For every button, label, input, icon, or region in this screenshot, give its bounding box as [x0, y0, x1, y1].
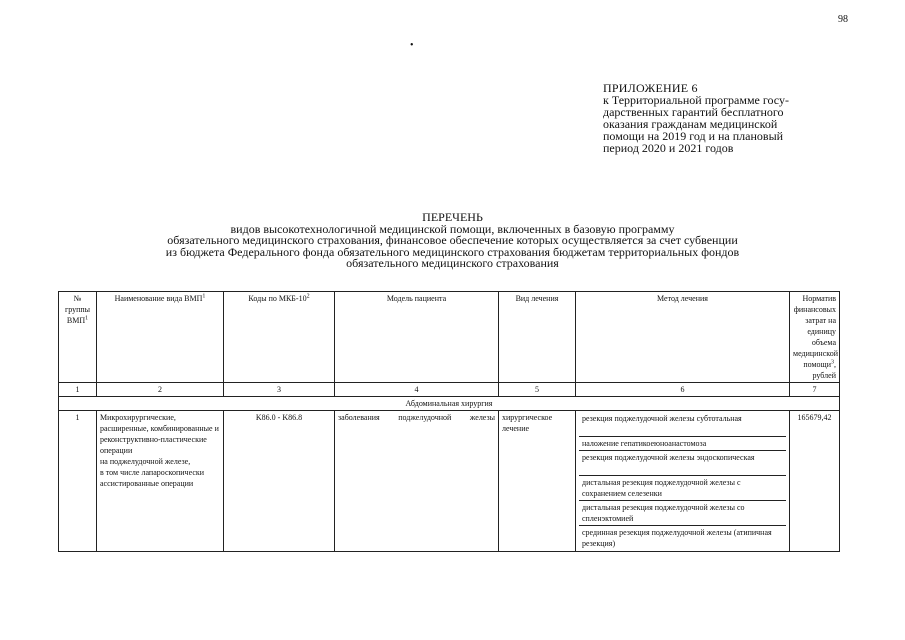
header-method: Метод лечения: [576, 292, 790, 383]
row-icd-codes: K86.0 - K86.8: [224, 411, 335, 552]
header-model: Модель пациента: [335, 292, 499, 383]
table-row: [59, 411, 840, 552]
document-heading: ПЕРЕЧЕНЬ: [422, 210, 483, 224]
appendix-line: помощи на 2019 год и на плановый: [603, 129, 784, 143]
document-title: [40, 212, 865, 270]
appendix-line: оказания гражданам медицинской: [603, 117, 778, 131]
method-item: дистальная резекция поджелудочной железы с сохранением селезенки: [579, 476, 786, 501]
appendix-line: к Территориальной программе госу-: [603, 93, 789, 107]
method-item: дистальная резекция поджелудочной железы со спленэктомией: [579, 501, 786, 526]
row-group-number: 1: [59, 411, 97, 552]
table-header-row: [59, 292, 840, 383]
column-number: 5: [499, 383, 576, 397]
column-number: 1: [59, 383, 97, 397]
appendix-line: дарственных гарантий бесплатного: [603, 105, 784, 119]
row-treatment-type: хирургическое лечение: [499, 411, 576, 552]
column-number: 7: [790, 383, 840, 397]
header-group: № группы ВМП$^1$: [59, 292, 97, 383]
row-norm-value: 165679,42: [790, 411, 840, 552]
method-item: наложение гепатикоеюноанастомоза: [579, 437, 786, 451]
document-title-line: из бюджета Федерального фонда обязательного медицинского страхования бюджетам территориальных фондов: [165, 244, 740, 259]
row-patient-model: заболевания поджелудочной железы: [335, 411, 499, 552]
document-title-line: обязательного медицинского страхования, финансовое обеспечение которых осуществляется за счет субвенции: [167, 233, 738, 248]
appendix-title: ПРИЛОЖЕНИЕ 6: [603, 81, 698, 95]
document-title-line: видов высокотехнологичной медицинской помощи, включенных в базовую программу: [230, 221, 675, 236]
section-row: [59, 397, 840, 411]
column-number-row: [59, 383, 840, 397]
header-codes: Коды по МКБ-$10^2$: [224, 292, 335, 383]
document-title-line: обязательного медицинского страхования: [346, 256, 559, 271]
column-number: 6: [576, 383, 790, 397]
page-number: 98: [838, 14, 848, 25]
method-item: резекция поджелудочной железы эндоскопическая: [579, 451, 786, 476]
header-norm: Норматив финансовых затрат на единицу объема медицинской помощи$^3$, рублей: [790, 292, 840, 383]
row-vmp-name: [97, 411, 224, 552]
method-item: резекция поджелудочной железы субтотальная: [579, 412, 786, 437]
column-number: 4: [335, 383, 499, 397]
column-number: 3: [224, 383, 335, 397]
appendix-block: [603, 82, 843, 154]
method-item: срединная резекция поджелудочной железы (атипичная резекция): [582, 528, 772, 548]
vmp-name-line: Микрохирургические, расширенные, комбинированные и реконструктивно-пластические операции: [100, 413, 219, 455]
column-number: 2: [97, 383, 224, 397]
vmp-name-line: в том числе лапароскопически ассистированные операции: [100, 468, 205, 488]
scan-speck: •: [410, 40, 414, 51]
appendix-body: [603, 94, 843, 154]
vmp-table: [58, 291, 840, 552]
appendix-line: период 2020 и 2021 годов: [603, 141, 734, 155]
row-methods: [576, 411, 790, 552]
header-treatment: Вид лечения: [499, 292, 576, 383]
header-name: Наименование вида ВМП$^1$: [97, 292, 224, 383]
section-title: Абдоминальная хирургия: [59, 397, 840, 411]
vmp-name-line: на поджелудочной железе,: [100, 457, 191, 466]
